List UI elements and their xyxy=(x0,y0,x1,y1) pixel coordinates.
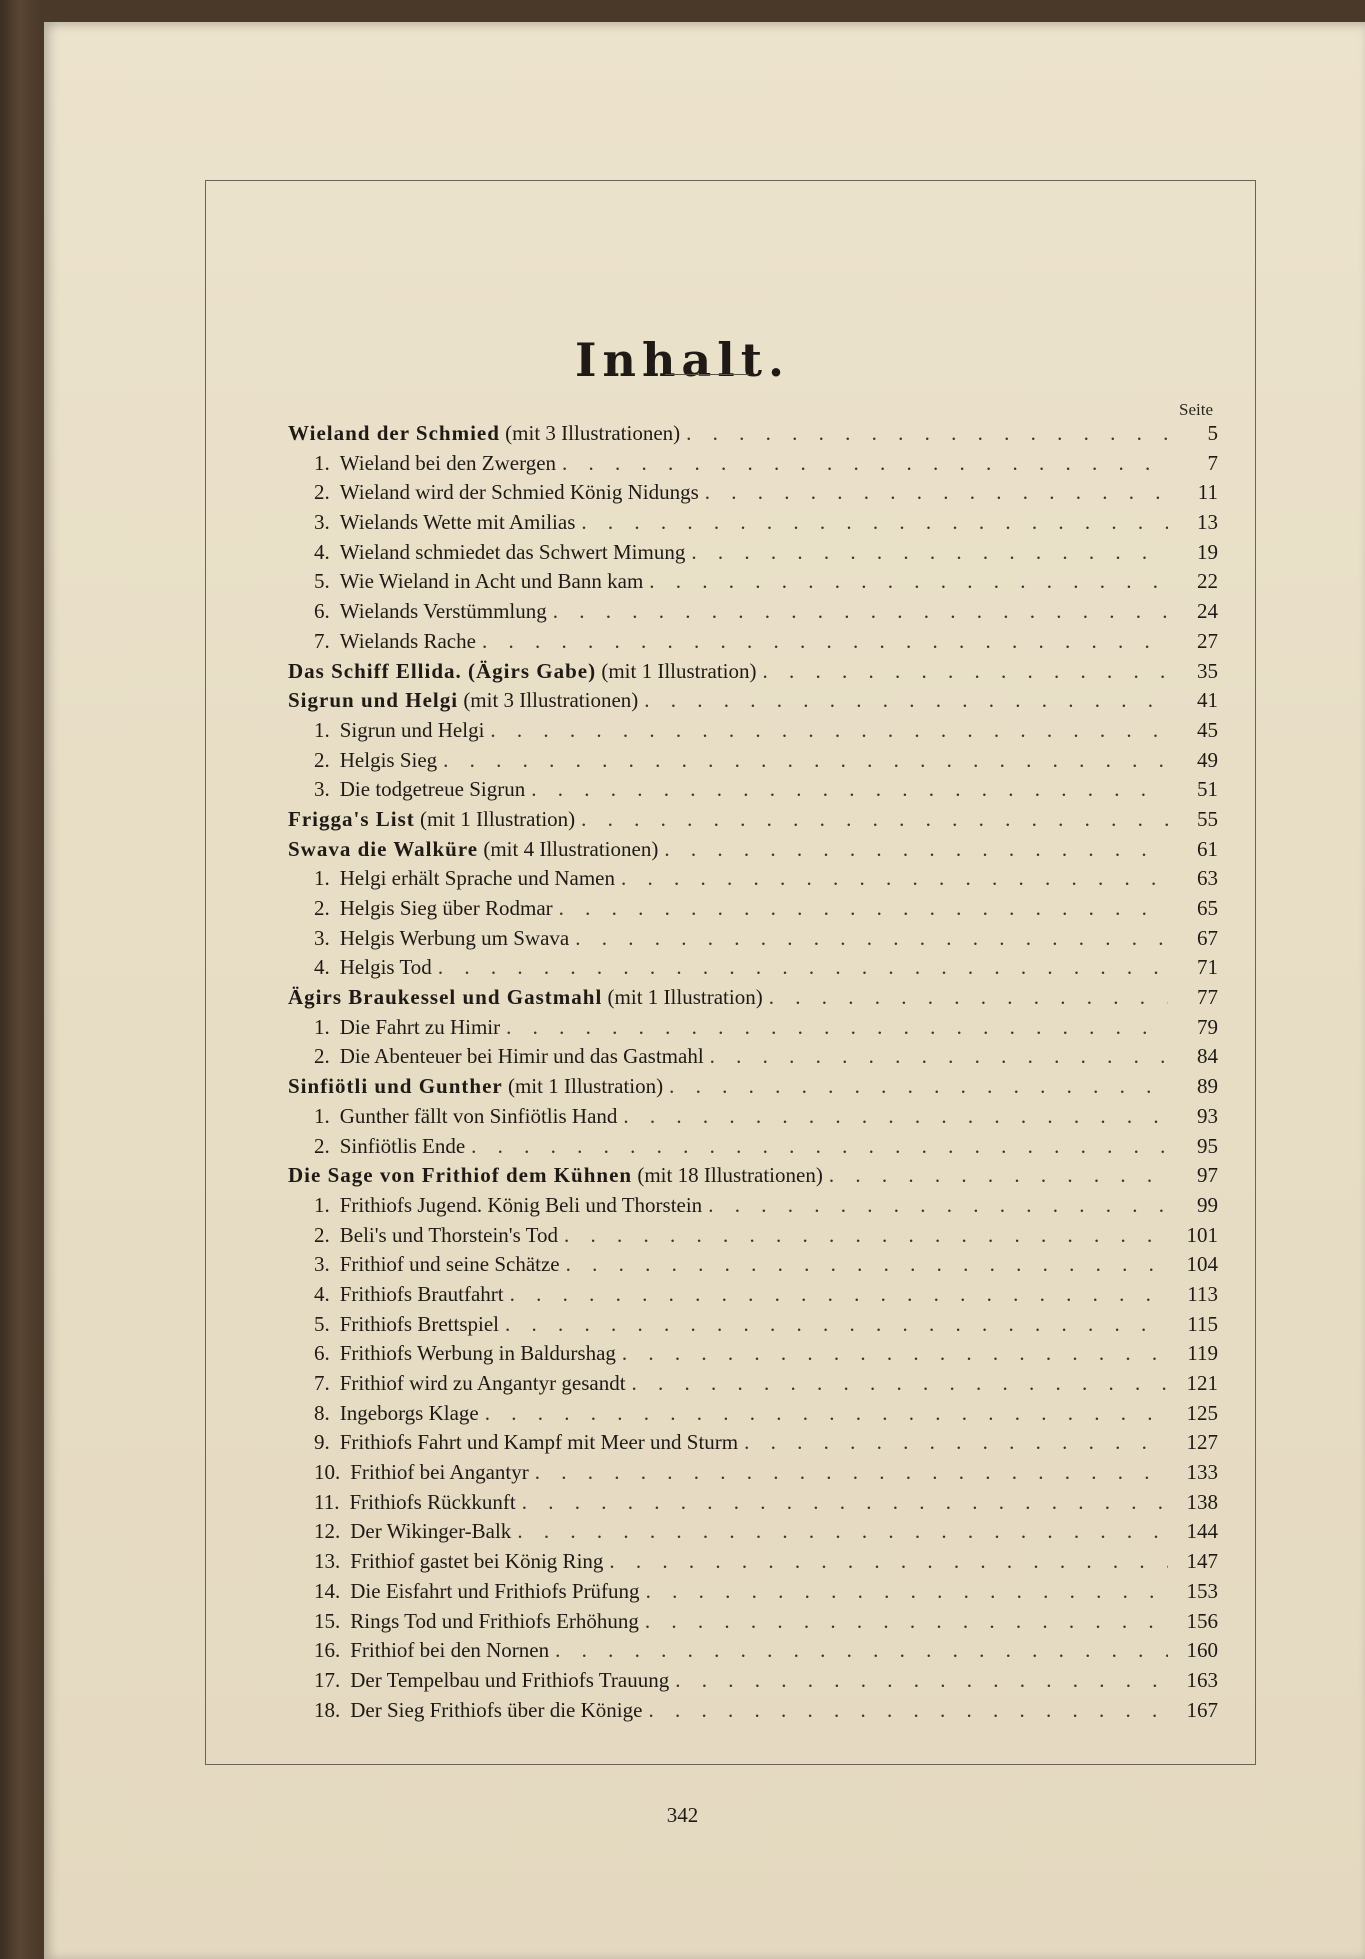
toc-subentry xyxy=(288,1698,1218,1728)
toc-entry-text: Wielands Rache xyxy=(339,628,476,653)
toc-entry-number: 1. xyxy=(314,1103,330,1128)
toc-entry-page: 63 xyxy=(1197,866,1218,891)
toc-entry-text: Wieland wird der Schmied König Nidungs xyxy=(339,480,699,505)
toc-subentry xyxy=(288,1015,1218,1045)
toc-entry-page: 127 xyxy=(1186,1430,1218,1455)
toc-entry-page: 5 xyxy=(1207,421,1218,445)
toc-entry-page: 99 xyxy=(1197,1192,1218,1217)
toc-entry-text: Helgis Sieg über Rodmar xyxy=(339,896,553,920)
toc-subentry xyxy=(288,955,1218,985)
toc-entry-text: Beli's und Thorstein's Tod xyxy=(339,1222,558,1247)
toc-leader-dots xyxy=(649,569,1168,594)
toc-subentry xyxy=(288,1341,1218,1371)
toc-entry-text: Die Abenteuer bei Himir und das Gastmahl xyxy=(339,1044,704,1069)
toc-entry-label xyxy=(340,777,525,802)
toc-subentry xyxy=(288,1668,1218,1698)
toc-subentry xyxy=(288,1609,1218,1639)
toc-entry-label xyxy=(340,926,569,951)
toc-leader-dots xyxy=(555,1638,1168,1663)
toc-entry-text: Frithiofs Werbung in Baldurshag xyxy=(339,1341,616,1366)
toc-entry-page: 7 xyxy=(1207,450,1218,475)
toc-entry-text: Sinfiötlis Ende xyxy=(339,1133,466,1158)
toc-entry-page: 104 xyxy=(1186,1252,1218,1277)
toc-leader-dots xyxy=(632,1371,1168,1396)
toc-entry-number: 9. xyxy=(314,1430,330,1455)
toc-entry-text: (mit 1 Illustration) xyxy=(414,806,576,831)
toc-leader-dots xyxy=(669,1074,1168,1099)
toc-entry-number: 8. xyxy=(314,1400,330,1425)
toc-entry-text: Die Fahrt zu Himir xyxy=(339,1014,501,1039)
toc-entry-page: 153 xyxy=(1186,1578,1218,1603)
toc-entry-number: 18. xyxy=(314,1697,341,1722)
toc-entry-text: Helgi erhält Sprache und Namen xyxy=(339,866,615,891)
toc-subentry xyxy=(288,1252,1218,1282)
toc-entry-label xyxy=(288,421,680,446)
toc-leader-dots xyxy=(506,1015,1168,1040)
toc-entry-label xyxy=(350,1638,549,1663)
toc-leader-dots xyxy=(575,926,1168,951)
toc-subentry xyxy=(288,569,1218,599)
toc-leader-dots xyxy=(566,1252,1168,1277)
toc-leader-dots xyxy=(769,985,1168,1010)
toc-entry-page: 163 xyxy=(1186,1667,1218,1692)
toc-entry-heading: Die Sage von Frithiof dem Kühnen xyxy=(288,1163,633,1188)
toc-entry-text: (mit 1 Illustration) xyxy=(602,985,763,1010)
toc-entry xyxy=(288,1163,1218,1193)
toc-subentry xyxy=(288,1549,1218,1579)
toc-leader-dots xyxy=(485,1401,1168,1426)
toc-subentry xyxy=(288,629,1218,659)
toc-entry-page: 167 xyxy=(1186,1697,1218,1722)
toc-subentry xyxy=(288,1044,1218,1074)
toc-entry-number: 2. xyxy=(314,480,330,505)
toc-leader-dots xyxy=(517,1519,1168,1544)
toc-entry-label xyxy=(340,718,485,743)
toc-entry-number: 5. xyxy=(314,1311,330,1336)
toc-subentry xyxy=(288,540,1218,570)
toc-entry-label xyxy=(340,1341,616,1366)
toc-leader-dots xyxy=(705,480,1168,505)
toc-entry-page: 67 xyxy=(1197,925,1218,950)
toc-entry-label xyxy=(340,1044,704,1069)
toc-entry-number: 16. xyxy=(314,1638,341,1663)
toc-leader-dots xyxy=(675,1668,1168,1693)
toc-leader-dots xyxy=(621,866,1168,891)
toc-entry-page: 97 xyxy=(1197,1163,1218,1188)
toc-entry-label xyxy=(350,1698,642,1723)
toc-entry-page: 101 xyxy=(1186,1222,1218,1247)
toc-entry-label xyxy=(288,659,757,684)
toc-entry-text: Wieland schmiedet das Schwert Mimung xyxy=(339,539,686,564)
toc-subentry xyxy=(288,510,1218,540)
toc-entry-heading: Sinfiötli und Gunther xyxy=(288,1074,503,1099)
toc-entry-page: 138 xyxy=(1186,1489,1218,1514)
toc-entry-label xyxy=(350,1609,639,1634)
toc-entry-label xyxy=(340,748,437,773)
toc-leader-dots xyxy=(646,1579,1168,1604)
toc-subentry xyxy=(288,1401,1218,1431)
toc-entry-number: 14. xyxy=(314,1578,341,1603)
toc-leader-dots xyxy=(744,1430,1168,1455)
toc-entry-heading: Wieland der Schmied xyxy=(288,421,500,445)
toc-entry-number: 3. xyxy=(314,1252,330,1277)
toc-entry-text: (mit 3 Illustrationen) xyxy=(499,421,681,445)
toc-subentry xyxy=(288,1134,1218,1164)
toc-entry-page: 144 xyxy=(1186,1519,1218,1544)
toc-leader-dots xyxy=(562,451,1168,476)
toc-entry-number: 3. xyxy=(314,777,330,802)
toc-entry-number: 1. xyxy=(314,1192,330,1217)
toc-entry-page: 125 xyxy=(1186,1400,1218,1425)
toc-entry-page: 41 xyxy=(1197,688,1218,713)
toc-entry xyxy=(288,688,1218,718)
toc-entry-number: 2. xyxy=(314,747,330,772)
toc-entry-page: 11 xyxy=(1197,480,1218,505)
toc-entry xyxy=(288,421,1218,451)
toc-entry-number: 4. xyxy=(314,539,330,564)
toc-entry-page: 61 xyxy=(1197,836,1218,861)
toc-entry-text: Helgis Tod xyxy=(339,955,432,980)
toc-entry-number: 4. xyxy=(314,1281,330,1306)
toc-entry-label xyxy=(350,1519,511,1544)
toc-leader-dots xyxy=(471,1134,1168,1159)
toc-entry-text: Frithiofs Brautfahrt xyxy=(339,1281,504,1306)
toc-subentry xyxy=(288,599,1218,629)
table-of-contents xyxy=(288,421,1218,1727)
toc-entry xyxy=(288,1074,1218,1104)
toc-subentry xyxy=(288,1282,1218,1312)
toc-leader-dots xyxy=(708,1193,1168,1218)
toc-entry-label xyxy=(340,629,476,654)
toc-subentry xyxy=(288,1104,1218,1134)
toc-entry-number: 2. xyxy=(314,1044,330,1069)
toc-subentry xyxy=(288,480,1218,510)
toc-entry-label xyxy=(350,1668,669,1693)
toc-entry-text: Rings Tod und Frithiofs Erhöhung xyxy=(350,1608,639,1633)
toc-leader-dots xyxy=(664,837,1168,862)
toc-entry-text: Sigrun und Helgi xyxy=(339,717,485,742)
toc-leader-dots xyxy=(686,421,1168,446)
toc-entry-label xyxy=(288,688,638,713)
toc-subentry xyxy=(288,718,1218,748)
toc-entry-label xyxy=(340,1371,626,1396)
toc-entry-label xyxy=(340,1312,499,1337)
toc-subentry xyxy=(288,1519,1218,1549)
toc-entry-page: 79 xyxy=(1197,1014,1218,1039)
toc-entry-text: Wieland bei den Zwergen xyxy=(339,450,557,475)
toc-leader-dots xyxy=(581,807,1168,832)
toc-entry-number: 11. xyxy=(314,1489,340,1514)
toc-entry-page: 77 xyxy=(1197,985,1218,1010)
toc-leader-dots xyxy=(648,1698,1168,1723)
toc-entry-label xyxy=(340,896,553,921)
toc-entry-number: 10. xyxy=(314,1460,341,1485)
toc-entry-label xyxy=(340,480,699,505)
toc-entry-label xyxy=(350,1460,528,1485)
toc-subentry xyxy=(288,1430,1218,1460)
toc-leader-dots xyxy=(691,540,1168,565)
toc-entry-number: 7. xyxy=(314,1371,330,1395)
toc-entry-label xyxy=(288,807,575,832)
toc-entry-text: Die todgetreue Sigrun xyxy=(339,777,526,802)
toc-entry-page: 89 xyxy=(1197,1074,1218,1099)
toc-entry-page: 22 xyxy=(1197,569,1218,594)
title-divider xyxy=(665,374,749,375)
toc-subentry xyxy=(288,1460,1218,1490)
toc-entry-text: Ingeborgs Klage xyxy=(339,1400,479,1425)
toc-entry-page: 133 xyxy=(1186,1460,1218,1485)
toc-entry-number: 7. xyxy=(314,628,330,653)
toc-entry-label xyxy=(340,866,615,891)
toc-entry-text: Der Wikinger-Balk xyxy=(350,1519,512,1544)
toc-entry-page: 147 xyxy=(1186,1549,1218,1574)
toc-entry-text: Gunther fällt von Sinfiötlis Hand xyxy=(339,1103,618,1128)
toc-entry-page: 121 xyxy=(1186,1371,1218,1395)
toc-subentry xyxy=(288,1223,1218,1253)
toc-leader-dots xyxy=(645,1609,1168,1634)
toc-entry-heading: Swava die Walküre xyxy=(288,836,479,861)
toc-entry-page: 51 xyxy=(1197,777,1218,802)
toc-entry-page: 27 xyxy=(1197,628,1218,653)
toc-leader-dots xyxy=(564,1223,1168,1248)
toc-subentry xyxy=(288,748,1218,778)
toc-leader-dots xyxy=(609,1549,1168,1574)
toc-entry-text: Frithiofs Brettspiel xyxy=(339,1311,499,1336)
toc-entry-label xyxy=(288,985,763,1010)
toc-entry-page: 49 xyxy=(1197,747,1218,772)
toc-entry-number: 1. xyxy=(314,450,330,475)
toc-leader-dots xyxy=(535,1460,1168,1485)
toc-entry-label xyxy=(288,837,658,862)
toc-leader-dots xyxy=(581,510,1168,535)
toc-entry xyxy=(288,837,1218,867)
toc-leader-dots xyxy=(763,659,1169,684)
toc-entry-text: Frithiof gastet bei König Ring xyxy=(350,1549,604,1574)
toc-subentry xyxy=(288,1579,1218,1609)
toc-entry-label xyxy=(340,569,644,594)
toc-entry-number: 6. xyxy=(314,1341,330,1366)
toc-entry-number: 3. xyxy=(314,510,330,535)
toc-subentry xyxy=(288,1193,1218,1223)
toc-entry xyxy=(288,985,1218,1015)
toc-entry-page: 71 xyxy=(1197,955,1218,980)
toc-entry-label xyxy=(288,1074,663,1099)
toc-entry-heading: Sigrun und Helgi xyxy=(288,688,459,713)
toc-entry-label xyxy=(340,1134,465,1159)
toc-entry-page: 45 xyxy=(1197,717,1218,742)
toc-leader-dots xyxy=(522,1490,1168,1515)
toc-entry-label xyxy=(288,1163,823,1188)
toc-entry-label xyxy=(340,1015,500,1040)
toc-entry-label xyxy=(340,1252,560,1277)
toc-entry-text: Frithiof wird zu Angantyr gesandt xyxy=(339,1371,626,1395)
toc-entry-page: 160 xyxy=(1186,1638,1218,1663)
toc-leader-dots xyxy=(531,777,1168,802)
toc-entry-number: 4. xyxy=(314,955,330,980)
toc-entry-text: Der Tempelbau und Frithiofs Trauung xyxy=(350,1667,670,1692)
toc-subentry xyxy=(288,926,1218,956)
toc-subentry xyxy=(288,1371,1218,1401)
toc-entry-page: 13 xyxy=(1197,510,1218,535)
toc-entry-text: Wie Wieland in Acht und Bann kam xyxy=(339,569,644,594)
toc-entry-label xyxy=(340,1193,702,1218)
toc-entry-label xyxy=(349,1490,515,1515)
toc-entry-page: 156 xyxy=(1186,1608,1218,1633)
toc-entry-number: 13. xyxy=(314,1549,341,1574)
toc-entry-page: 24 xyxy=(1197,599,1218,624)
toc-leader-dots xyxy=(644,688,1168,713)
toc-entry-page: 115 xyxy=(1187,1311,1218,1336)
toc-entry-text: (mit 4 Illustrationen) xyxy=(478,836,659,861)
toc-entry-text: Frithiof bei Angantyr xyxy=(350,1460,529,1485)
toc-entry-label xyxy=(340,1282,504,1307)
toc-entry-number: 5. xyxy=(314,569,330,594)
toc-entry-label xyxy=(340,1223,558,1248)
toc-leader-dots xyxy=(505,1312,1168,1337)
toc-entry-number: 1. xyxy=(314,866,330,891)
toc-subentry xyxy=(288,866,1218,896)
toc-entry-label xyxy=(340,540,686,565)
toc-entry-number: 6. xyxy=(314,599,330,624)
toc-leader-dots xyxy=(482,629,1168,654)
toc-entry-text: Frithiofs Jugend. König Beli und Thorstein xyxy=(339,1192,703,1217)
toc-entry-page: 113 xyxy=(1187,1281,1218,1306)
toc-entry-text: Wielands Wette mit Amilias xyxy=(339,510,576,535)
toc-leader-dots xyxy=(710,1044,1168,1069)
toc-entry-number: 17. xyxy=(314,1667,341,1692)
toc-entry-text: Die Eisfahrt und Frithiofs Prüfung xyxy=(350,1578,640,1603)
toc-entry-label xyxy=(340,955,432,980)
toc-entry-label xyxy=(350,1549,603,1574)
toc-entry-text: Der Sieg Frithiofs über die Könige xyxy=(350,1697,643,1722)
toc-entry-label xyxy=(340,510,576,535)
toc-entry-page: 119 xyxy=(1187,1341,1218,1366)
toc-entry-page: 84 xyxy=(1197,1044,1218,1069)
toc-entry-text: Frithiof und seine Schätze xyxy=(339,1252,560,1277)
toc-subentry xyxy=(288,451,1218,481)
toc-entry-number: 2. xyxy=(314,1222,330,1247)
toc-entry-number: 1. xyxy=(314,1014,330,1039)
toc-entry-label xyxy=(340,1430,738,1455)
toc-entry-label xyxy=(340,1104,618,1129)
toc-entry-heading: Das Schiff Ellida. (Ägirs Gabe) xyxy=(288,658,597,683)
toc-entry xyxy=(288,659,1218,689)
page-number: 342 xyxy=(666,1803,699,1827)
toc-entry-page: 65 xyxy=(1197,896,1218,920)
toc-leader-dots xyxy=(443,748,1168,773)
toc-entry-text: (mit 1 Illustration) xyxy=(502,1074,664,1099)
toc-entry-label xyxy=(340,599,547,624)
page-title: Inhalt. xyxy=(575,332,790,387)
toc-entry-page: 95 xyxy=(1197,1133,1218,1158)
toc-entry-text: Frithiof bei den Nornen xyxy=(350,1638,550,1663)
toc-entry-text: (mit 1 Illustration) xyxy=(596,658,757,683)
toc-entry-label xyxy=(350,1579,639,1604)
toc-entry-number: 15. xyxy=(314,1608,341,1633)
toc-entry-page: 55 xyxy=(1197,806,1218,831)
toc-entry-text: Wielands Verstümmlung xyxy=(339,599,547,624)
toc-entry-text: Helgis Sieg xyxy=(339,747,438,772)
toc-subentry xyxy=(288,1638,1218,1668)
toc-entry-text: Frithiofs Rückkunft xyxy=(349,1489,516,1514)
toc-entry xyxy=(288,807,1218,837)
toc-subentry xyxy=(288,896,1218,926)
toc-entry-number: 2. xyxy=(314,1133,330,1158)
toc-entry-number: 1. xyxy=(314,717,330,742)
toc-entry-heading: Ägirs Braukessel und Gastmahl xyxy=(288,985,603,1010)
toc-entry-text: (mit 18 Illustrationen) xyxy=(632,1163,823,1188)
toc-entry-text: Frithiofs Fahrt und Kampf mit Meer und Sturm xyxy=(339,1430,739,1455)
toc-subentry xyxy=(288,777,1218,807)
toc-leader-dots xyxy=(829,1163,1168,1188)
toc-leader-dots xyxy=(559,896,1168,921)
toc-leader-dots xyxy=(623,1104,1168,1129)
toc-entry-number: 2. xyxy=(314,896,330,920)
toc-entry-number: 12. xyxy=(314,1519,341,1544)
toc-subentry xyxy=(288,1490,1218,1520)
toc-entry-page: 35 xyxy=(1197,658,1218,683)
page-column-label: Seite xyxy=(1179,400,1213,419)
toc-leader-dots xyxy=(438,955,1168,980)
toc-entry-number: 3. xyxy=(314,925,330,950)
toc-entry-heading: Frigga's List xyxy=(288,806,415,831)
toc-leader-dots xyxy=(553,599,1168,624)
toc-leader-dots xyxy=(622,1341,1168,1366)
toc-entry-page: 93 xyxy=(1197,1103,1218,1128)
toc-leader-dots xyxy=(490,718,1168,743)
toc-entry-page: 19 xyxy=(1197,539,1218,564)
toc-entry-label xyxy=(340,451,556,476)
toc-entry-label xyxy=(340,1401,479,1426)
toc-leader-dots xyxy=(510,1282,1168,1307)
toc-entry-text: Helgis Werbung um Swava xyxy=(339,925,570,950)
toc-subentry xyxy=(288,1312,1218,1342)
toc-entry-text: (mit 3 Illustrationen) xyxy=(458,688,639,713)
